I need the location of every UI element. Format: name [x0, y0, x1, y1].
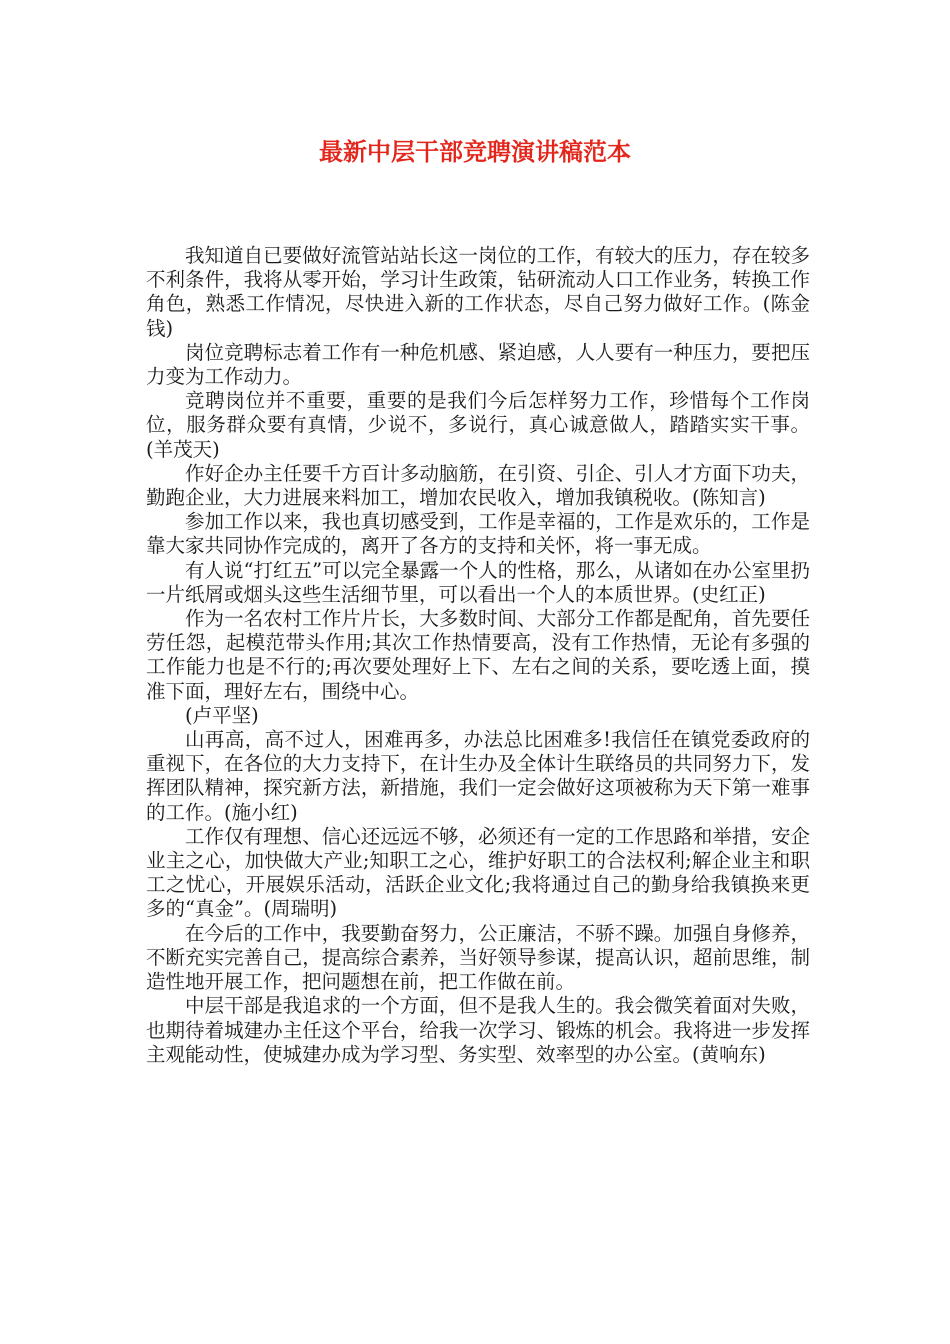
paragraph: 作为一名农村工作片片长，大多数时间、大部分工作都是配角，首先要任劳任怨，起模范带头作用;其次工作热情要高，没有工作热情，无论有多强的工作能力也是不行的;再次要处理好上下、左右之间的关系，要吃透上面，摸准下面，理好左右，围绕中心。: [146, 607, 810, 703]
paragraph: 我知道自已要做好流管站站长这一岗位的工作，有较大的压力，存在较多不利条件，我将从零开始，学习计生政策，钻研流动人口工作业务，转换工作角色，熟悉工作情况，尽快进入新的工作状态，尽自己努力做好工作。(陈金钱): [146, 244, 810, 340]
paragraph: 有人说“打红五”可以完全暴露一个人的性格，那么，从诸如在办公室里扔一片纸屑或烟头这些生活细节里，可以看出一个人的本质世界。(史红正): [146, 558, 810, 606]
document-title: 最新中层干部竞聘演讲稿范本: [319, 138, 631, 166]
paragraph: 工作仅有理想、信心还远远不够，必须还有一定的工作思路和举措，安企业主之心，加快做大产业;知职工之心，维护好职工的合法权利;解企业主和职工之忧心，开展娱乐活动，活跃企业文化;我将通过自己的勤身给我镇换来更多的“真金”。(周瑞明): [146, 824, 810, 921]
paragraph: (卢平坚): [185, 703, 259, 727]
paragraph: 作好企办主任要千方百计多动脑筋，在引资、引企、引人才方面下功夫，勤跑企业，大力进展来料加工，增加农民收入，增加我镇税收。(陈知言): [146, 461, 810, 510]
paragraph: 中层干部是我追求的一个方面，但不是我人生的。我会微笑着面对失败，也期待着城建办主任这个平台，给我一次学习、锻炼的机会。我将进一步发挥主观能动性，使城建办成为学习型、务实型、效率型的办公室。(黄响东): [146, 994, 810, 1066]
paragraph: 参加工作以来，我也真切感受到，工作是幸福的，工作是欢乐的，工作是靠大家共同协作完成的，离开了各方的支持和关怀，将一事无成。: [146, 510, 810, 558]
paragraph: 山再高，高不过人，困难再多，办法总比困难多!我信任在镇党委政府的重视下，在各位的大力支持下，在计生办及全体计生联络员的共同努力下，发挥团队精神，探究新方法，新措施，我们一定会做好这项被称为天下第一难事的工作。(施小红): [146, 728, 810, 824]
document-body: [146, 244, 810, 1067]
paragraph: 岗位竞聘标志着工作有一种危机感、紧迫感，人人要有一种压力，要把压力变为工作动力。: [146, 340, 810, 389]
paragraph: 竞聘岗位并不重要，重要的是我们今后怎样努力工作，珍惜每个工作岗位，服务群众要有真情，少说不，多说行，真心诚意做人，踏踏实实干事。(羊茂天): [146, 389, 810, 461]
paragraph: 在今后的工作中，我要勤奋努力，公正廉洁，不骄不躁。加强自身修养，不断充实完善自己，提高综合素养，当好领导参谋，提高认识，超前思维，制造性地开展工作，把问题想在前，把工作做在前。: [146, 921, 810, 994]
